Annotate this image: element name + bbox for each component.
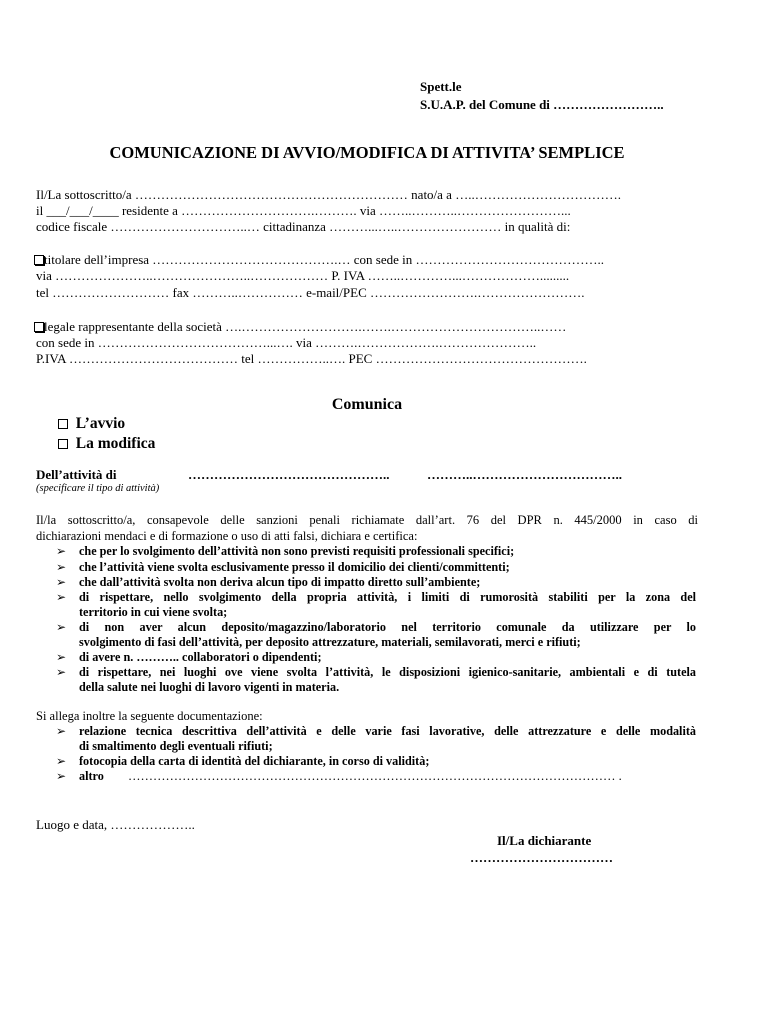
attachments-intro: Si allega inoltre la seguente documentazione:: [36, 709, 263, 723]
option-start-label: L’avvio: [75, 415, 126, 432]
activity-label: Dell’attività di: [36, 467, 117, 482]
modify-checkbox[interactable]: [58, 439, 68, 449]
declaration-intro-1: Il/la sottoscritto/a, consapevole delle sanzioni penali richiamate dall’art. 76 del DPR n. 445/2000 in caso di: [36, 513, 698, 527]
comunica-heading: Comunica: [331, 396, 403, 413]
owner-line-1[interactable]: [34, 252, 604, 267]
activity-dots-1[interactable]: ………………………………………..: [188, 467, 390, 482]
activity-dots-2[interactable]: ………..……………………………..: [427, 467, 622, 482]
declaration-item-4: ➢ di rispettare, nello svolgimento della propria attività, i limiti di rumorosità stabiliti per la zona del: [56, 590, 696, 604]
option-start[interactable]: [58, 415, 125, 433]
option-modify[interactable]: [58, 435, 155, 453]
personal-line-3[interactable]: codice fiscale …………………………..… cittadinanza ………...…..…………………… in qualità di:: [36, 219, 571, 234]
owner-label: titolare dell’impresa …………………………………….… con sede in ……………………………………..: [44, 252, 605, 267]
legal-rep-line-2[interactable]: con sede in …………………………………...…. via ……….……………….…………………..: [36, 335, 537, 350]
arrow-bullet-icon: ➢: [56, 620, 67, 634]
legal-rep-label: legale rappresentante della società ….……………………….…….……………………………..……: [44, 319, 567, 334]
legal-rep-line-3[interactable]: P.IVA ………………………………… tel ……………..…. PEC ………………………………………….: [36, 351, 587, 366]
owner-checkbox[interactable]: [34, 255, 44, 265]
activity-hint: (specificare il tipo di attività): [36, 483, 160, 494]
declaration-item-3: ➢ che dall’attività svolta non deriva alcun tipo di impatto diretto sull’ambiente;: [56, 575, 481, 589]
declaration-item-5: ➢ di non aver alcun deposito/magazzino/laboratorio nel territorio comunale da utilizzare per lo: [56, 620, 696, 634]
option-modify-label: La modifica: [75, 435, 156, 452]
place-date[interactable]: Luogo e data, ………………..: [36, 817, 195, 832]
declaration-item-5-cont: svolgimento di fasi dell’attività, per deposito attrezzature, materiali, semilavorati, merci e rifiuti;: [79, 635, 581, 649]
recipient-line-2: S.U.A.P. del Comune di ……………………..: [420, 97, 664, 112]
arrow-bullet-icon: ➢: [56, 754, 67, 768]
arrow-bullet-icon: ➢: [56, 724, 67, 738]
arrow-bullet-icon: ➢: [56, 665, 67, 679]
declaration-item-4-cont: territorio in cui viene svolta;: [79, 605, 228, 619]
arrow-bullet-icon: ➢: [56, 650, 67, 664]
personal-line-1[interactable]: Il/La sottoscritto/a ……………………………………………………… nato/a a …..…………………………….: [36, 187, 621, 202]
attachment-item-2: ➢ fotocopia della carta di identità del dichiarante, in corso di validità;: [56, 754, 430, 768]
signature-line[interactable]: ……………………………: [470, 850, 613, 865]
start-checkbox[interactable]: [58, 419, 68, 429]
declaration-item-1: ➢ che per lo svolgimento dell’attività non sono previsti requisiti professionali specifici;: [56, 544, 515, 558]
owner-line-3[interactable]: tel ……………………… fax ………..…………… e-mail/PEC …………………….…………………….: [36, 285, 585, 300]
personal-line-2[interactable]: il ___/___/____ residente a ………………………….………. via ……..………..……………………...: [36, 203, 571, 218]
altro-dots[interactable]: ……………………………………………………………………………………………………… .: [128, 769, 622, 783]
legal-rep-checkbox[interactable]: [34, 322, 44, 332]
declaration-intro-2: dichiarazioni mendaci e di formazione o uso di atti falsi, dichiara e certifica:: [36, 529, 418, 543]
recipient-line-1: Spett.le: [420, 79, 462, 94]
owner-line-2[interactable]: via …………………..…………………..……………… P. IVA ……..…………...……………….........: [36, 268, 570, 283]
attachment-item-3: ➢ altro: [56, 769, 104, 783]
arrow-bullet-icon: ➢: [56, 544, 67, 558]
declaration-item-6: ➢ di avere n. ……….. collaboratori o dipendenti;: [56, 650, 322, 664]
arrow-bullet-icon: ➢: [56, 769, 67, 783]
document-title: COMUNICAZIONE DI AVVIO/MODIFICA DI ATTIVITA’ SEMPLICE: [109, 143, 625, 162]
attachment-item-1-cont: di smaltimento degli eventuali rifiuti;: [79, 739, 273, 753]
declaration-item-7-cont: della salute nei luoghi di lavoro vigenti in materia.: [79, 680, 340, 694]
declaration-item-2: ➢ che l’attività viene svolta esclusivamente presso il domicilio dei clienti/committenti;: [56, 560, 510, 574]
arrow-bullet-icon: ➢: [56, 560, 67, 574]
arrow-bullet-icon: ➢: [56, 575, 67, 589]
signer-label: Il/La dichiarante: [497, 833, 592, 848]
attachment-item-1: ➢ relazione tecnica descrittiva dell’attività e delle varie fasi lavorative, delle attrezzature e delle modalità: [56, 724, 696, 738]
legal-rep-line-1[interactable]: [34, 319, 566, 334]
declaration-item-7: ➢ di rispettare, nei luoghi ove viene svolta l’attività, le disposizioni igienico-sanitarie, ambientali e di tutela: [56, 665, 696, 679]
arrow-bullet-icon: ➢: [56, 590, 67, 604]
